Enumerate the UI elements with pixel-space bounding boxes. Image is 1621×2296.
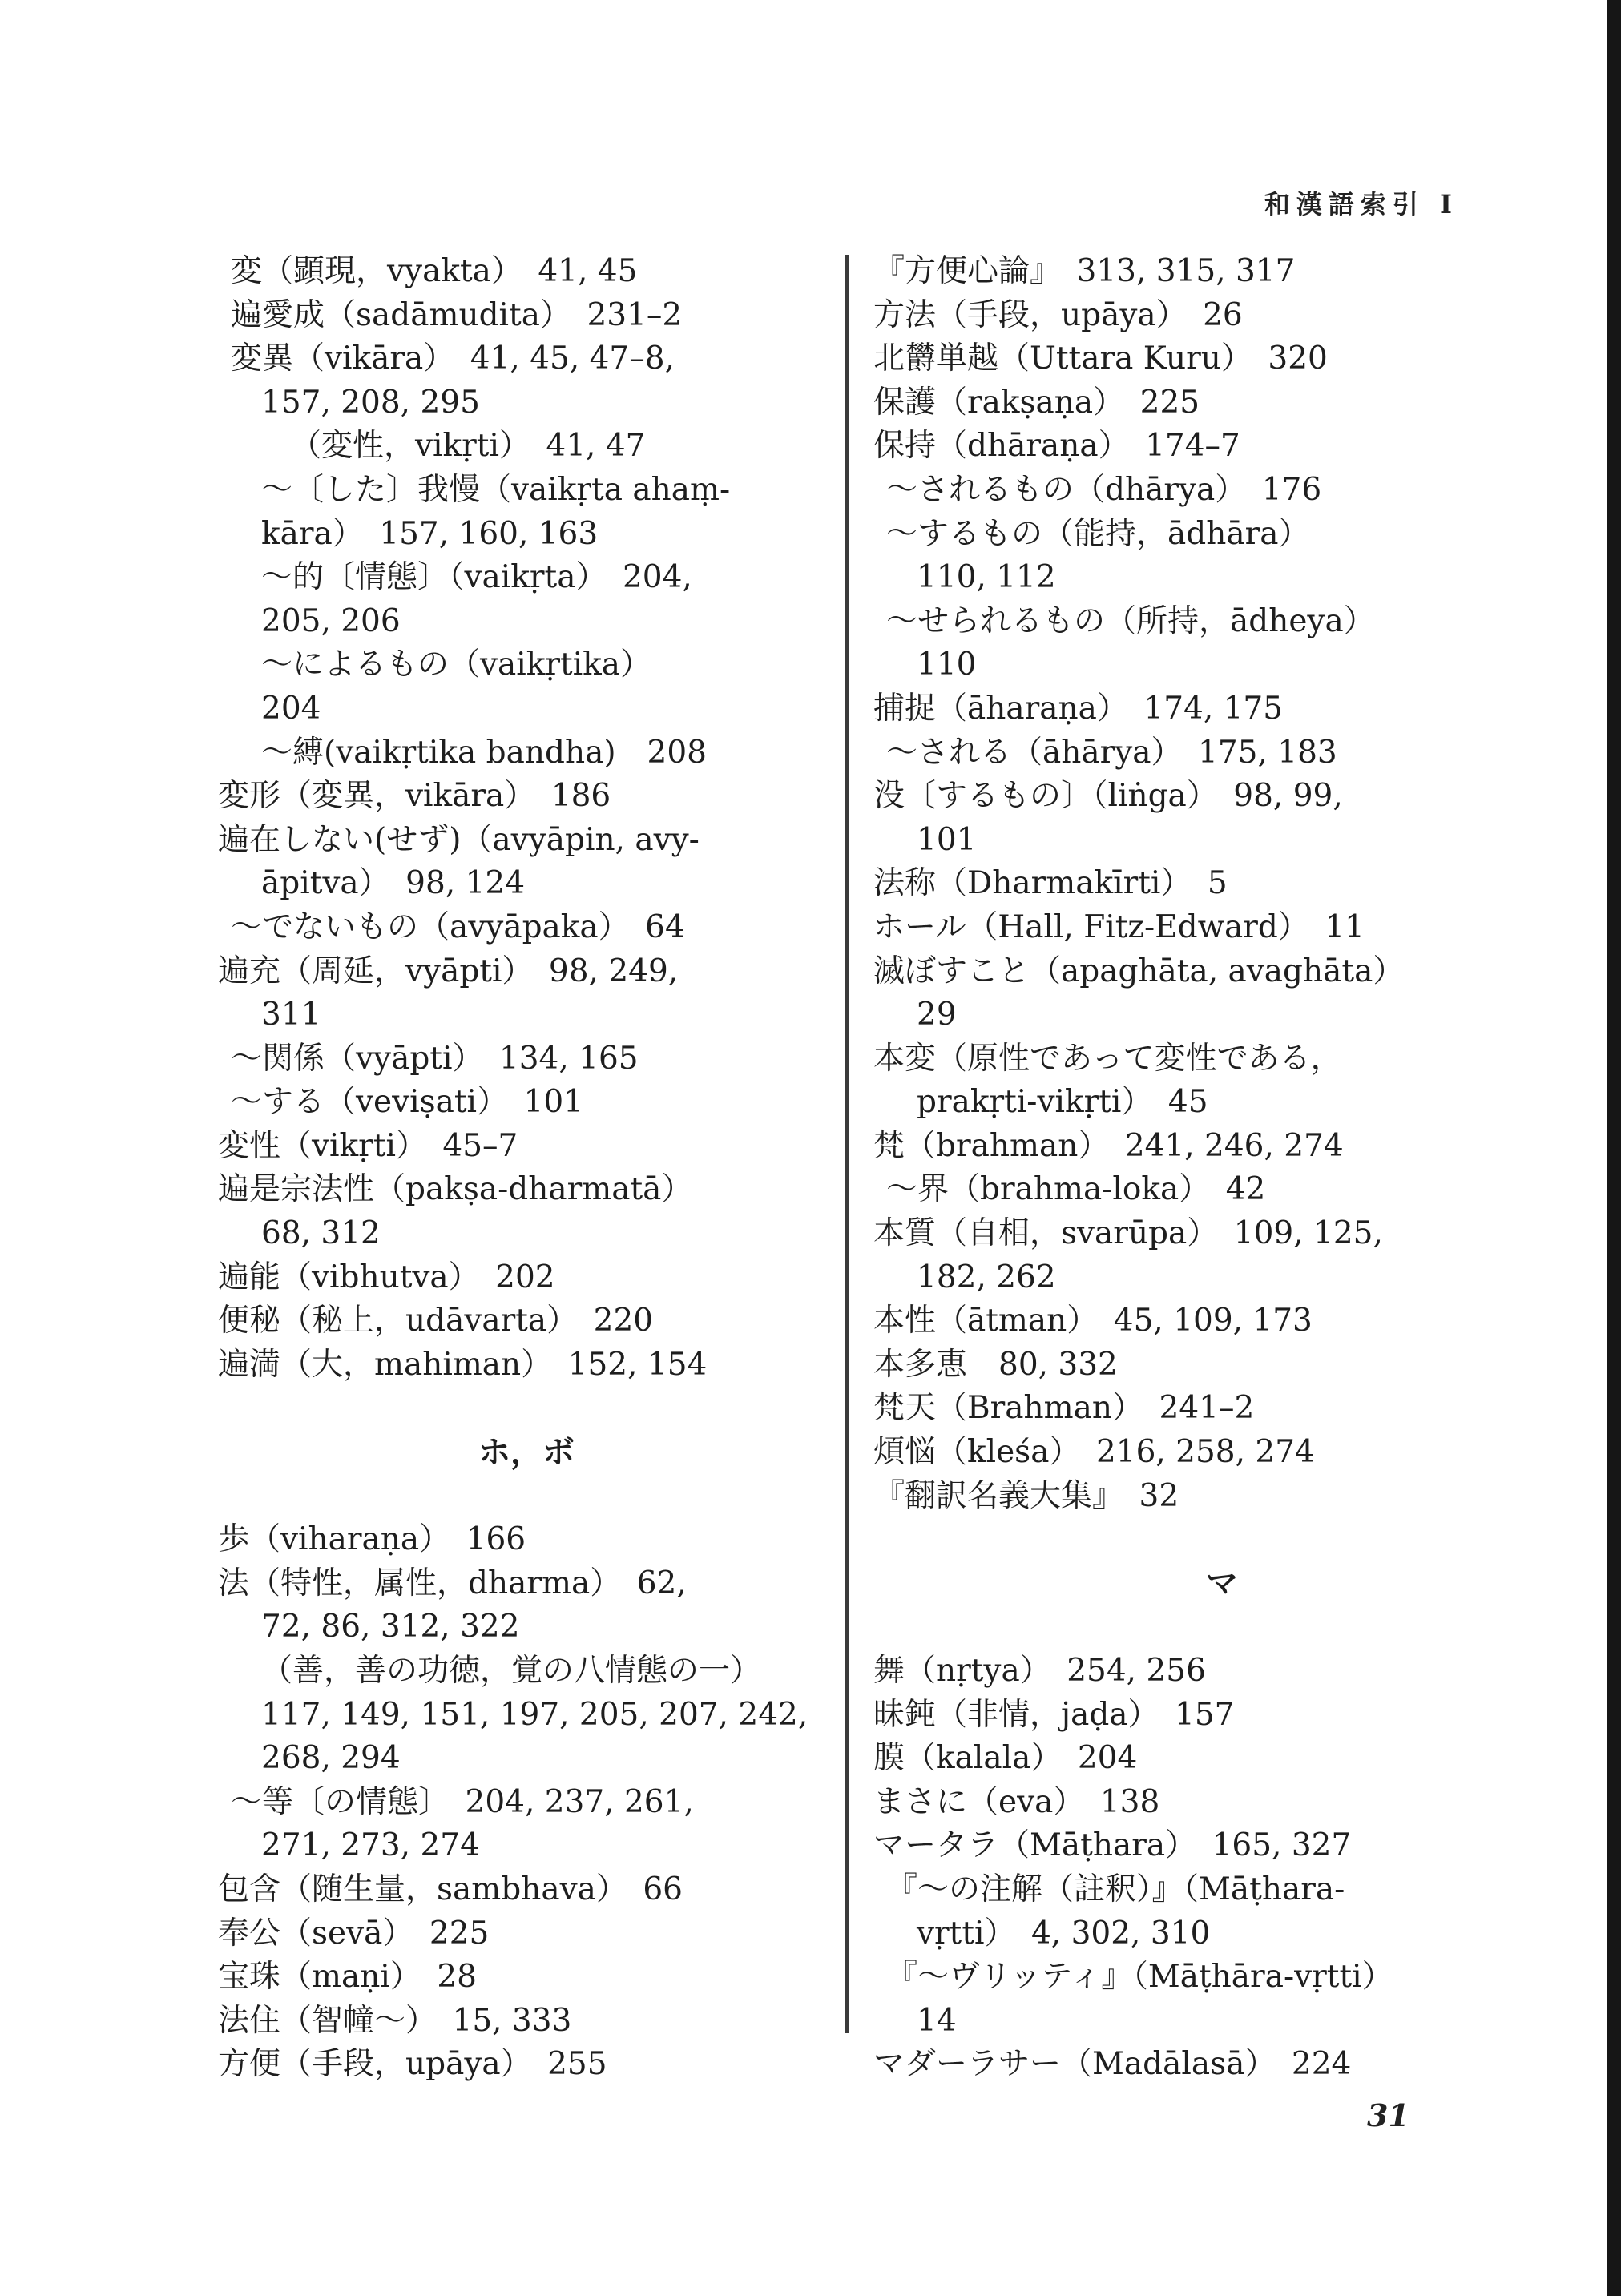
index-entry: 遍満（大，mahiman） 152, 154: [218, 1346, 708, 1383]
index-entry: ホール（Hall, Fitz-Edward） 11: [873, 908, 1365, 945]
right-index-column: [873, 250, 1571, 2087]
running-header: 和漢語索引 I: [1264, 189, 1458, 220]
index-entry: 法称（Dharmakīrti） 5: [873, 865, 1228, 902]
index-entry: 遍充（周延，vyāpti） 98, 249,: [218, 953, 679, 989]
index-entry: 本質（自相，svarūpa） 109, 125,: [873, 1215, 1383, 1252]
index-entry: ～縛(vaikṛtika bandha) 208: [261, 734, 707, 771]
index-entry: 昧鈍（非情，jaḍa） 157: [873, 1696, 1235, 1733]
index-entry: 110, 112: [917, 559, 1056, 596]
index-entry: 変性（vikṛti） 45–7: [218, 1127, 518, 1164]
index-entry: ～等〔の情態〕 204, 237, 261,: [231, 1783, 694, 1820]
index-entry: 奉公（sevā） 225: [218, 1915, 490, 1952]
index-entry: 法住（智幢～） 15, 333: [218, 2002, 572, 2039]
index-entry: 保持（dhāraṇa） 174–7: [873, 428, 1240, 465]
index-entry: 101: [917, 821, 977, 858]
index-entry: 205, 206: [261, 602, 401, 639]
index-entry: 271, 273, 274: [261, 1827, 480, 1864]
left-index-column: [218, 250, 835, 2087]
index-entry: 梵（brahman） 241, 246, 274: [873, 1127, 1344, 1164]
index-entry: ～的〔情態〕（vaikṛta） 204,: [261, 559, 692, 596]
index-entry: vṛtti） 4, 302, 310: [917, 1915, 1211, 1952]
index-entry: 204: [261, 690, 321, 727]
index-entry: kāra） 157, 160, 163: [261, 515, 599, 552]
index-entry: 保護（rakṣaṇa） 225: [873, 384, 1200, 421]
index-entry: 捕捉（āharaṇa） 174, 175: [873, 690, 1284, 727]
index-entry: 14: [917, 2002, 957, 2039]
index-entry: まさに（eva） 138: [873, 1783, 1160, 1820]
index-entry: 変（顕現，vyakta） 41, 45: [231, 253, 638, 289]
index-entry: 変形（変異，vikāra） 186: [218, 778, 611, 815]
section-heading: マ: [1206, 1564, 1238, 1602]
index-entry: āpitva） 98, 124: [261, 865, 526, 902]
index-entry: 歩（viharaṇa） 166: [218, 1521, 526, 1558]
index-entry: 遍是宗法性（pakṣa-dharmatā）: [218, 1171, 693, 1208]
index-entry: 311: [261, 997, 321, 1033]
section-gap: [873, 1518, 1571, 1562]
index-entry: 『～ヴリッティ』（Māṭhāra-vṛtti）: [886, 1959, 1393, 1996]
section-gap: [218, 1387, 835, 1431]
index-entry: 本多恵 80, 332: [873, 1346, 1118, 1383]
index-entry: （変性，vikṛti） 41, 47: [290, 428, 646, 465]
index-entry: 遍能（vibhutva） 202: [218, 1259, 555, 1295]
index-entry: 滅ぼすこと（apaghāta, avaghāta）: [873, 953, 1405, 989]
index-entry: 方便（手段，upāya） 255: [218, 2046, 607, 2083]
index-entry: ～されるもの（dhārya） 176: [886, 471, 1322, 508]
section-gap: [873, 1605, 1571, 1649]
index-entry: 117, 149, 151, 197, 205, 207, 242,: [261, 1696, 808, 1733]
index-entry: ～する（veviṣati） 101: [231, 1084, 583, 1121]
index-entry: ～される（āhārya） 175, 183: [886, 734, 1337, 771]
index-entry: 包含（随生量，sambhava） 66: [218, 1871, 683, 1907]
index-entry: ～〔した〕我慢（vaikṛta ahaṃ-: [261, 471, 731, 508]
section-gap: [218, 1475, 835, 1519]
index-entry: 便秘（秘上，udāvarta） 220: [218, 1303, 654, 1339]
index-entry: ～関係（vyāpti） 134, 165: [231, 1040, 639, 1077]
index-entry: 157, 208, 295: [261, 384, 480, 421]
index-entry: （善，善の功徳，覚の八情態の一）: [261, 1653, 762, 1689]
index-entry: 268, 294: [261, 1740, 401, 1777]
index-entry: ～界（brahma-loka） 42: [886, 1171, 1266, 1208]
section-heading: ホ，ボ: [478, 1433, 575, 1472]
index-entry: 梵天（Brahman） 241–2: [873, 1390, 1255, 1427]
index-entry: ～でないもの（avyāpaka） 64: [231, 908, 685, 945]
index-entry: 『翻訳名義大集』 32: [873, 1477, 1179, 1514]
index-entry: 遍在しない(せず)（avyāpin, avy-: [218, 821, 700, 858]
index-entry: 182, 262: [917, 1259, 1056, 1295]
index-entry: 『～の注解（註釈）』（Māṭhara-: [886, 1871, 1345, 1907]
index-entry: 遍愛成（sadāmudita） 231–2: [231, 296, 683, 333]
index-entry: prakṛti-vikṛti） 45: [917, 1084, 1208, 1121]
index-entry: 没〔するもの〕（liṅga） 98, 99,: [873, 778, 1343, 815]
index-entry: 変異（vikāra） 41, 45, 47–8,: [231, 340, 675, 377]
index-entry: 『方便心論』 313, 315, 317: [873, 253, 1296, 289]
index-entry: 110: [917, 647, 977, 683]
index-entry: マータラ（Māṭhara） 165, 327: [873, 1827, 1352, 1864]
index-entry: 煩悩（kleśa） 216, 258, 274: [873, 1434, 1315, 1471]
index-entry: 法（特性，属性，dharma） 62,: [218, 1565, 687, 1601]
index-entry: ～によるもの（vaikṛtika）: [261, 647, 652, 683]
scan-edge-bar: [1607, 0, 1621, 2296]
index-entry: 68, 312: [261, 1215, 381, 1252]
index-entry: 舞（nṛtya） 254, 256: [873, 1653, 1206, 1689]
index-entry: ～するもの（能持，ādhāra）: [886, 515, 1310, 552]
index-entry: ～せられるもの（所持，ādheya）: [886, 602, 1375, 639]
index-entry: 北欝単越（Uttara Kuru） 320: [873, 340, 1328, 377]
index-entry: 72, 86, 312, 322: [261, 1609, 520, 1645]
index-entry: マダーラサー（Madālasā） 224: [873, 2046, 1352, 2083]
index-entry: 宝珠（maṇi） 28: [218, 1959, 477, 1996]
index-entry: 方法（手段，upāya） 26: [873, 296, 1243, 333]
index-entry: 本性（ātman） 45, 109, 173: [873, 1303, 1313, 1339]
index-entry: 29: [917, 997, 957, 1033]
page-number: 31: [1367, 2097, 1409, 2133]
index-entry: 本変（原性であって変性である，: [873, 1040, 1342, 1077]
index-entry: 膜（kalala） 204: [873, 1740, 1138, 1777]
column-divider: [845, 255, 849, 2033]
